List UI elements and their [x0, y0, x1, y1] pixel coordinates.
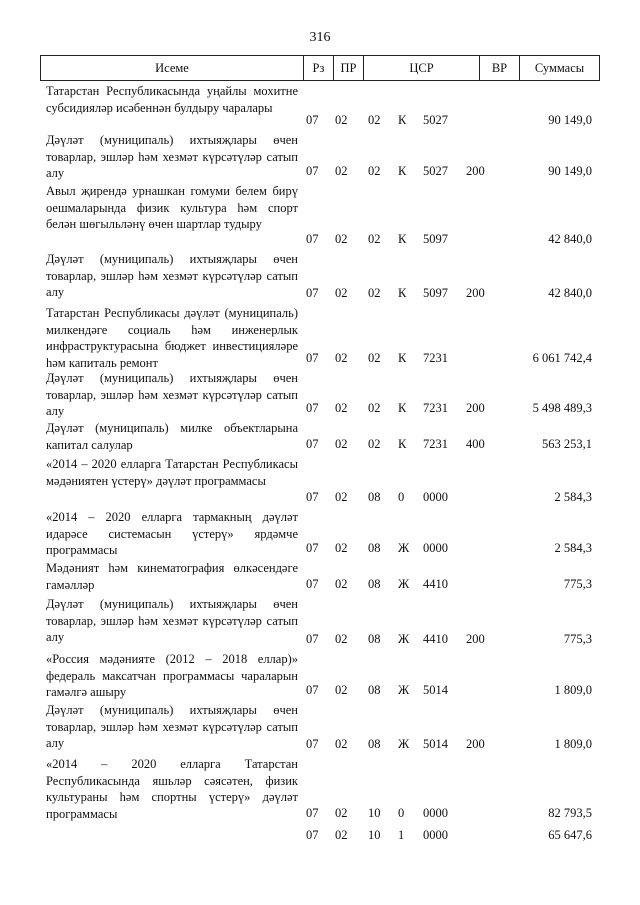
row-csr-1: 08: [368, 683, 381, 697]
row-pr: 02: [335, 577, 348, 591]
row-sum: 90 149,0: [548, 113, 592, 127]
table-row: [46, 181, 594, 249]
table-row: [46, 81, 594, 130]
row-rz: 07: [306, 113, 319, 127]
row-csr-2: 1: [398, 828, 405, 842]
row-name: «Россия мәдәнияте (2012 – 2018 еллар)» федераль максатчан программасы чараларын гамәлгә ашыру: [46, 652, 298, 699]
row-name: Татарстан Республикасы дәүләт (муниципаль) милкендәге социаль һәм инженерлык инфраструктурасына бюджет инвестицияләре һәм капиталь ремонт: [46, 306, 298, 370]
table-row: [46, 754, 594, 823]
page-number: 316: [309, 30, 331, 45]
row-csr-2: Ж: [398, 632, 410, 646]
row-name: Дәүләт (муниципаль) ихтыяҗлары өчен товарлар, эшләр һәм хезмәт күрсәтүләр сатып алу: [46, 597, 298, 644]
row-csr-2: К: [398, 401, 407, 415]
row-csr-3: 0000: [423, 806, 448, 820]
row-csr-3: 7231: [423, 351, 448, 365]
row-sum: 5 498 489,3: [532, 401, 592, 415]
row-csr-1: 10: [368, 806, 381, 820]
row-csr-3: 7231: [423, 437, 448, 451]
row-pr: 02: [335, 683, 348, 697]
row-sum: 65 647,6: [548, 828, 592, 842]
row-csr-3: 4410: [423, 632, 448, 646]
row-vr: 200: [466, 286, 485, 300]
row-sum: 82 793,5: [548, 806, 592, 820]
row-pr: 02: [335, 632, 348, 646]
row-name: «2014 – 2020 елларга тармакның дәүләт идарәсе системасын үстерү» ярдәмче программасы: [46, 510, 298, 557]
table-row: [46, 507, 594, 558]
table-row: [46, 594, 594, 649]
row-rz: 07: [306, 490, 319, 504]
row-sum: 2 584,3: [554, 490, 592, 504]
row-vr: 200: [466, 737, 485, 751]
row-csr-1: 02: [368, 232, 381, 246]
row-pr: 02: [335, 351, 348, 365]
row-rz: 07: [306, 577, 319, 591]
row-rz: 07: [306, 737, 319, 751]
row-rz: 07: [306, 437, 319, 451]
row-rz: 07: [306, 164, 319, 178]
row-sum: 2 584,3: [554, 541, 592, 555]
row-name: Татарстан Республикасында уңайлы мохитне субсидияләр исәбеннән булдыру чаралары: [46, 84, 298, 115]
row-csr-1: 02: [368, 164, 381, 178]
row-pr: 02: [335, 113, 348, 127]
row-name: «2014 – 2020 елларга Татарстан Республикасында яшьләр сәясәтен, физик культураны һәм спортны үстерү» дәүләт программасы: [46, 757, 298, 821]
header-rz: Рз: [304, 56, 334, 80]
row-sum: 42 840,0: [548, 232, 592, 246]
row-rz: 07: [306, 351, 319, 365]
table-row: [46, 130, 594, 181]
row-csr-2: 0: [398, 490, 405, 504]
row-vr: 400: [466, 437, 485, 451]
row-rz: 07: [306, 541, 319, 555]
row-vr: 200: [466, 401, 485, 415]
row-csr-1: 02: [368, 401, 381, 415]
row-csr-2: К: [398, 113, 407, 127]
row-csr-3: 7231: [423, 401, 448, 415]
header-csr: ЦСР: [364, 56, 480, 80]
row-pr: 02: [335, 828, 348, 842]
row-pr: 02: [335, 806, 348, 820]
row-name: Дәүләт (муниципаль) ихтыяҗлары өчен товарлар, эшләр һәм хезмәт күрсәтүләр сатып алу: [46, 133, 298, 180]
row-csr-2: 0: [398, 806, 405, 820]
table-row: [46, 823, 594, 845]
row-rz: 07: [306, 401, 319, 415]
row-csr-2: Ж: [398, 683, 410, 697]
row-csr-3: 0000: [423, 828, 448, 842]
table-row: [46, 249, 594, 303]
row-rz: 07: [306, 232, 319, 246]
row-csr-3: 0000: [423, 541, 448, 555]
row-name: Дәүләт (муниципаль) милке объектларына капитал салулар: [46, 421, 298, 452]
row-name: Авыл җирендә урнашкан гомуми белем бирү оешмаларында физик культура һәм спорт белән шөгыльләнү өчен шартлар тудыру: [46, 184, 298, 231]
row-pr: 02: [335, 737, 348, 751]
row-csr-3: 5027: [423, 164, 448, 178]
row-sum: 42 840,0: [548, 286, 592, 300]
row-sum: 775,3: [563, 577, 592, 591]
row-csr-1: 08: [368, 490, 381, 504]
row-csr-3: 5014: [423, 683, 448, 697]
row-csr-3: 4410: [423, 577, 448, 591]
row-csr-1: 02: [368, 113, 381, 127]
row-csr-3: 0000: [423, 490, 448, 504]
row-rz: 07: [306, 806, 319, 820]
row-rz: 07: [306, 632, 319, 646]
row-csr-2: К: [398, 232, 407, 246]
row-rz: 07: [306, 828, 319, 842]
table-row: [46, 558, 594, 594]
row-pr: 02: [335, 401, 348, 415]
row-sum: 90 149,0: [548, 164, 592, 178]
row-sum: 1 809,0: [554, 737, 592, 751]
table-row: [46, 649, 594, 700]
row-sum: 563 253,1: [542, 437, 592, 451]
table-row: [46, 418, 594, 454]
row-sum: 775,3: [563, 632, 592, 646]
row-sum: 1 809,0: [554, 683, 592, 697]
row-vr: 200: [466, 164, 485, 178]
row-csr-1: 08: [368, 577, 381, 591]
row-pr: 02: [335, 437, 348, 451]
row-csr-3: 5097: [423, 286, 448, 300]
row-pr: 02: [335, 490, 348, 504]
row-csr-2: К: [398, 164, 407, 178]
row-csr-2: К: [398, 437, 407, 451]
row-name: [46, 823, 298, 825]
row-csr-3: 5097: [423, 232, 448, 246]
row-pr: 02: [335, 286, 348, 300]
row-csr-1: 08: [368, 737, 381, 751]
row-csr-2: Ж: [398, 541, 410, 555]
row-rz: 07: [306, 286, 319, 300]
row-csr-3: 5014: [423, 737, 448, 751]
row-name: Дәүләт (муниципаль) ихтыяҗлары өчен товарлар, эшләр һәм хезмәт күрсәтүләр сатып алу: [46, 371, 298, 418]
row-name: Мәдәният һәм кинематография өлкәсендәге гамәлләр: [46, 561, 298, 592]
header-name: Исеме: [41, 56, 304, 80]
row-csr-3: 5027: [423, 113, 448, 127]
row-name: Дәүләт (муниципаль) ихтыяҗлары өчен товарлар, эшләр һәм хезмәт күрсәтүләр сатып алу: [46, 252, 298, 299]
row-rz: 07: [306, 683, 319, 697]
row-csr-2: К: [398, 351, 407, 365]
table-row: [46, 454, 594, 507]
row-pr: 02: [335, 164, 348, 178]
row-sum: 6 061 742,4: [532, 351, 592, 365]
table-header: [40, 55, 600, 81]
row-csr-2: Ж: [398, 737, 410, 751]
row-vr: 200: [466, 632, 485, 646]
header-vr: ВР: [480, 56, 520, 80]
table-row: [46, 700, 594, 754]
row-csr-1: 08: [368, 632, 381, 646]
row-csr-1: 10: [368, 828, 381, 842]
row-csr-1: 02: [368, 437, 381, 451]
row-csr-1: 08: [368, 541, 381, 555]
header-sum: Суммасы: [534, 60, 585, 75]
table-body: [46, 81, 594, 845]
row-csr-2: К: [398, 286, 407, 300]
row-pr: 02: [335, 232, 348, 246]
row-csr-1: 02: [368, 351, 381, 365]
header-pr: ПР: [334, 56, 364, 80]
table-row: [46, 303, 594, 368]
row-csr-1: 02: [368, 286, 381, 300]
row-name: «2014 – 2020 елларга Татарстан Республикасы мәдәниятен үстерү» дәүләт программасы: [46, 457, 298, 488]
row-csr-2: Ж: [398, 577, 410, 591]
row-pr: 02: [335, 541, 348, 555]
row-name: Дәүләт (муниципаль) ихтыяҗлары өчен товарлар, эшләр һәм хезмәт күрсәтүләр сатып алу: [46, 703, 298, 750]
table-row: [46, 368, 594, 418]
